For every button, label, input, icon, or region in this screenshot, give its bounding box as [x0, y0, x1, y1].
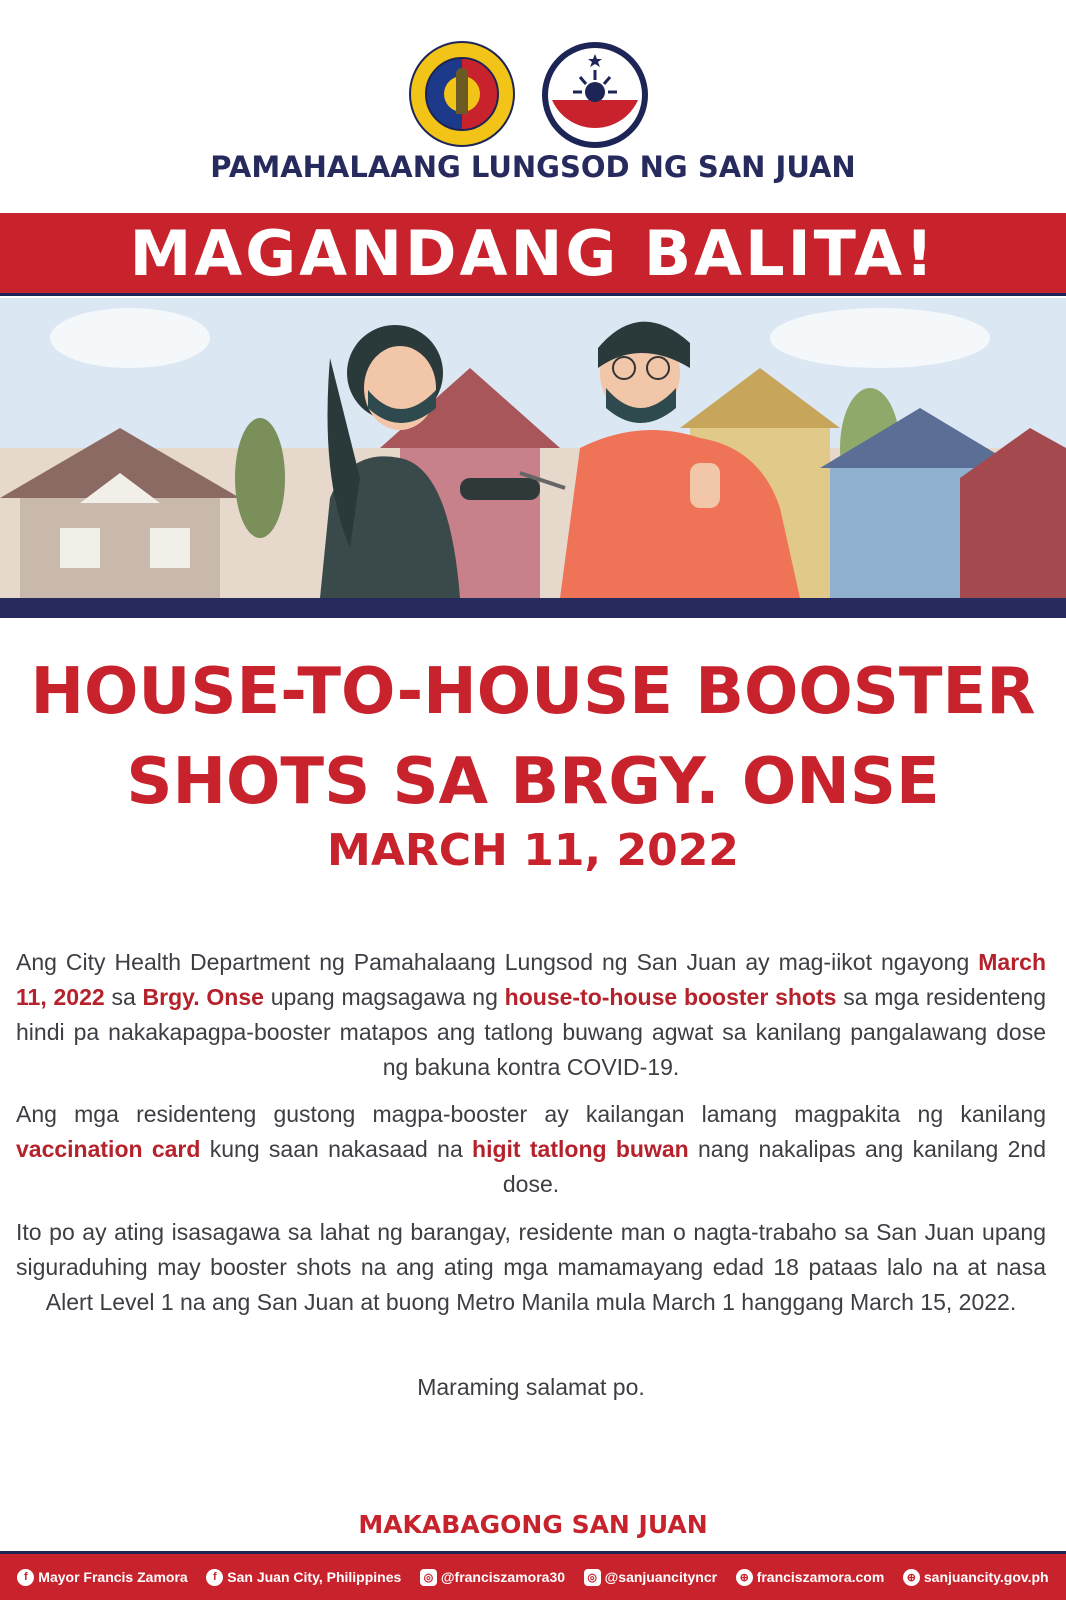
paragraph-3: Ito po ay ating isasagawa sa lahat ng barangay, residente man o nagta-trabaho sa San Juan upang siguraduhing may booster shots na ang ating mga mamamayang edad 18 pataas lalo na at nasa Alert Level 1 na ang San Juan at buong Metro Manila mula March 1 hanggang March 15, 2022. [16, 1219, 1046, 1315]
footer-label: franciszamora.com [756, 1569, 885, 1585]
headline-line-2: SHOTS SA BRGY. ONSE [126, 745, 940, 819]
footer-item-franciszamora-com[interactable] [736, 1569, 885, 1586]
paragraph-4: Maraming salamat po. [417, 1374, 645, 1400]
footer-label: @sanjuancityncr [604, 1569, 718, 1585]
globe-icon: ⊕ [736, 1569, 753, 1586]
header-logos [0, 40, 1066, 150]
p2-text-a: Ang mga residenteng gustong magpa-booster ay kailangan lamang magpakita ng kanilang [16, 1101, 1046, 1127]
facebook-icon: f [206, 1569, 223, 1586]
p1-barangay-highlight: Brgy. Onse [142, 984, 264, 1010]
p2-text-c: nang nakalipas ang kanilang 2nd dose. [502, 1136, 1046, 1197]
footer-item-sanjuancityncr[interactable] [584, 1569, 717, 1586]
footer-item-sanjuancity-gov[interactable] [903, 1569, 1049, 1586]
p1-text-b: sa [104, 984, 143, 1010]
footer-label: San Juan City, Philippines [227, 1569, 402, 1585]
footer-item-mayor[interactable] [17, 1569, 187, 1586]
footer-label: Mayor Francis Zamora [38, 1569, 188, 1585]
city-government-name: PAMAHALAANG LUNGSOD NG SAN JUAN [210, 150, 856, 184]
p2-card-highlight: vaccination card [16, 1136, 201, 1162]
footer-label: @franciszamora30 [440, 1569, 566, 1585]
instagram-twitter-icon: ◎ [584, 1569, 601, 1586]
paragraph-1 [16, 945, 1046, 1085]
p1-text-c: upang magsagawa ng [263, 984, 505, 1010]
p2-months-highlight: higit tatlong buwan [472, 1136, 689, 1162]
p1-text-d: sa mga residenteng hindi pa nakakapagpa-booster matapos ang tatlong buwang agwat sa kanilang pangalawang dose ng bakuna kontra COVID-19. [16, 984, 1047, 1080]
footer-item-city[interactable] [206, 1569, 401, 1586]
p1-text-a: Ang City Health Department ng Pamahalaang Lungsod ng San Juan ay mag-iikot ngayong [16, 949, 979, 975]
globe-icon: ⊕ [903, 1569, 920, 1586]
footer-label: sanjuancity.gov.ph [923, 1569, 1049, 1585]
signature: MAKABAGONG SAN JUAN [358, 1510, 708, 1539]
social-footer [0, 1551, 1066, 1600]
banner-title: MAGANDANG BALITA! [129, 216, 937, 290]
p1-date-highlight: March 11, 2022 [16, 949, 1046, 1010]
paragraph-2 [16, 1097, 1046, 1202]
vaccination-illustration [0, 298, 1066, 598]
p2-text-b: kung saan nakasaad na [200, 1136, 473, 1162]
headline-date: MARCH 11, 2022 [327, 825, 739, 876]
facebook-icon: f [17, 1569, 34, 1586]
headline-line-1: HOUSE-TO-HOUSE BOOSTER [30, 655, 1036, 729]
makabagong-san-juan-logo [540, 40, 650, 150]
instagram-twitter-icon: ◎ [420, 1569, 437, 1586]
p1-booster-highlight: house-to-house booster shots [504, 984, 837, 1010]
san-juan-city-seal-logo [408, 40, 516, 148]
footer-item-franciszamora30[interactable] [420, 1569, 565, 1586]
good-news-banner [0, 213, 1066, 296]
illustration-divider [0, 598, 1066, 618]
